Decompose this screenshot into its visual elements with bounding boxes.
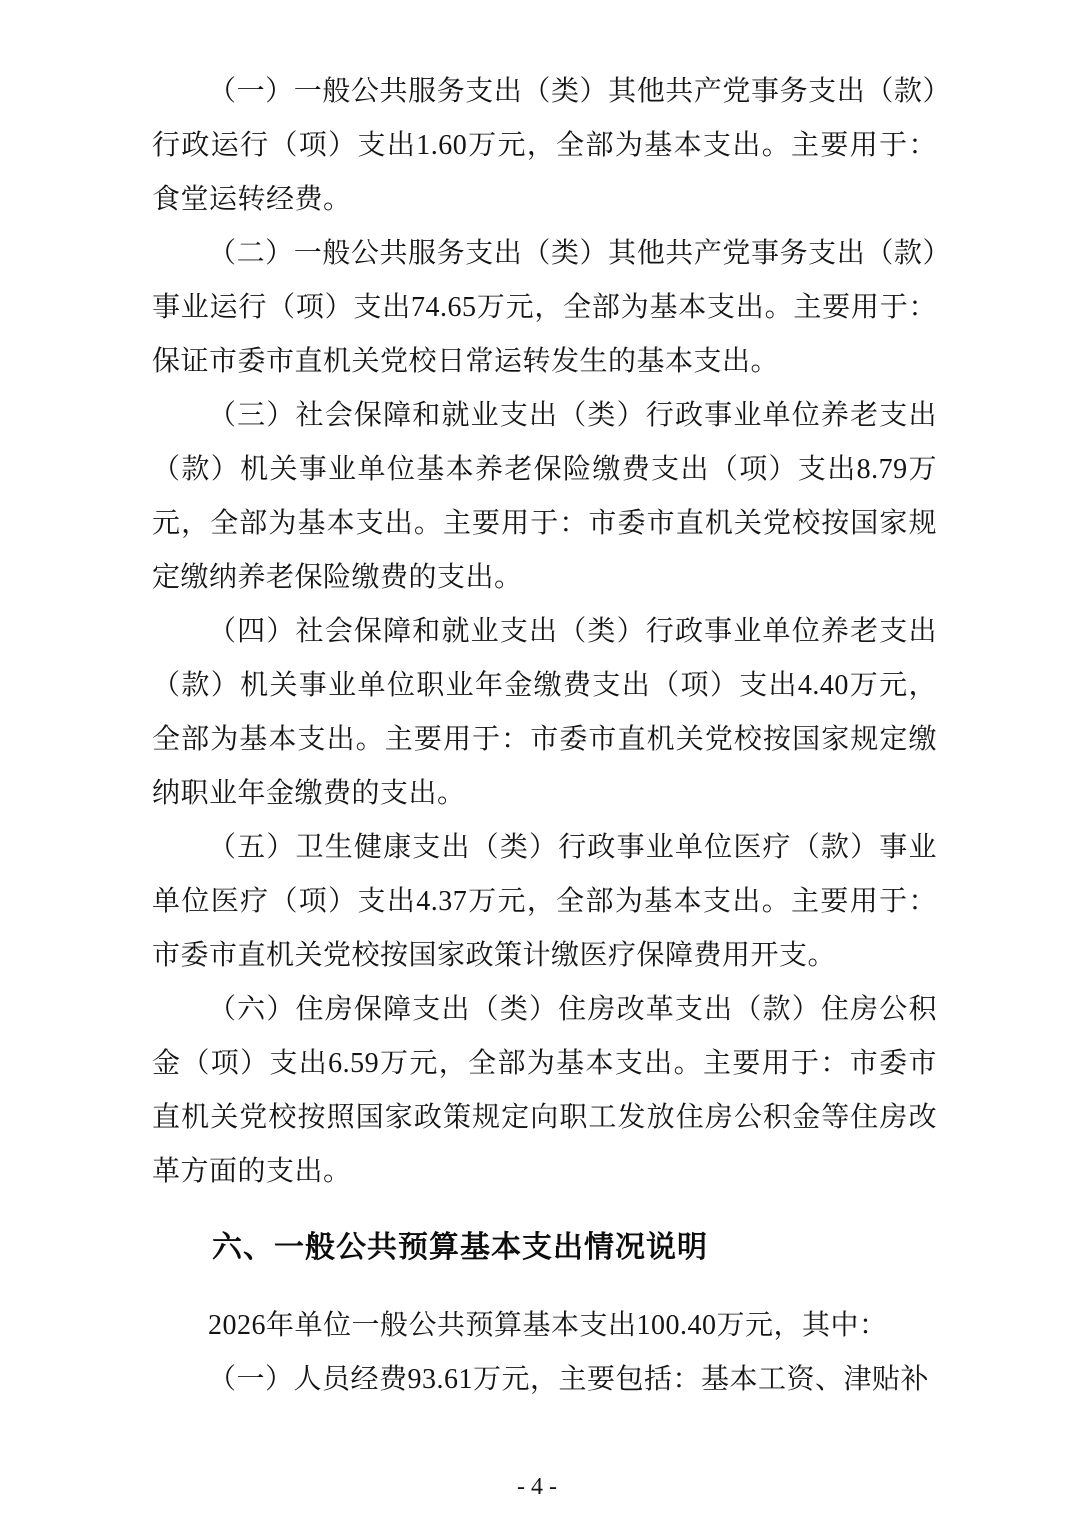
- paragraph-expense-item-3: （三）社会保障和就业支出（类）行政事业单位养老支出（款）机关事业单位基本养老保险缴费支出（项）支出8.79万元，全部为基本支出。主要用于：市委市直机关党校按国家规定缴纳养老保险缴费的支出。: [152, 400, 937, 593]
- paragraph-expense-item-2: （二）一般公共服务支出（类）其他共产党事务支出（款）事业运行（项）支出74.65万元，全部为基本支出。主要用于：保证市委市直机关党校日常运转发生的基本支出。: [152, 238, 937, 377]
- paragraph-expense-item-5: （五）卫生健康支出（类）行政事业单位医疗（款）事业单位医疗（项）支出4.37万元，全部为基本支出。主要用于：市委市直机关党校按国家政策计缴医疗保障费用开支。: [152, 832, 937, 971]
- page-number: - 4 -: [517, 1474, 557, 1500]
- section-heading-basic-expenditure: 六、一般公共预算基本支出情况说明: [212, 1231, 708, 1264]
- paragraph-expense-item-1: （一）一般公共服务支出（类）其他共产党事务支出（款）行政运行（项）支出1.60万元，全部为基本支出。主要用于：食堂运转经费。: [152, 76, 937, 215]
- paragraph-expense-item-6: （六）住房保障支出（类）住房改革支出（款）住房公积金（项）支出6.59万元，全部为基本支出。主要用于：市委市直机关党校按照国家政策规定向职工发放住房公积金等住房改革方面的支出。: [152, 994, 937, 1187]
- paragraph-basic-expenditure-total: 2026年单位一般公共预算基本支出100.40万元，其中：: [208, 1310, 888, 1341]
- paragraph-personnel-expense: （一）人员经费93.61万元，主要包括：基本工资、津贴补: [208, 1364, 930, 1395]
- paragraph-expense-item-4: （四）社会保障和就业支出（类）行政事业单位养老支出（款）机关事业单位职业年金缴费支出（项）支出4.40万元，全部为基本支出。主要用于：市委市直机关党校按国家规定缴纳职业年金缴费的支出。: [152, 616, 937, 809]
